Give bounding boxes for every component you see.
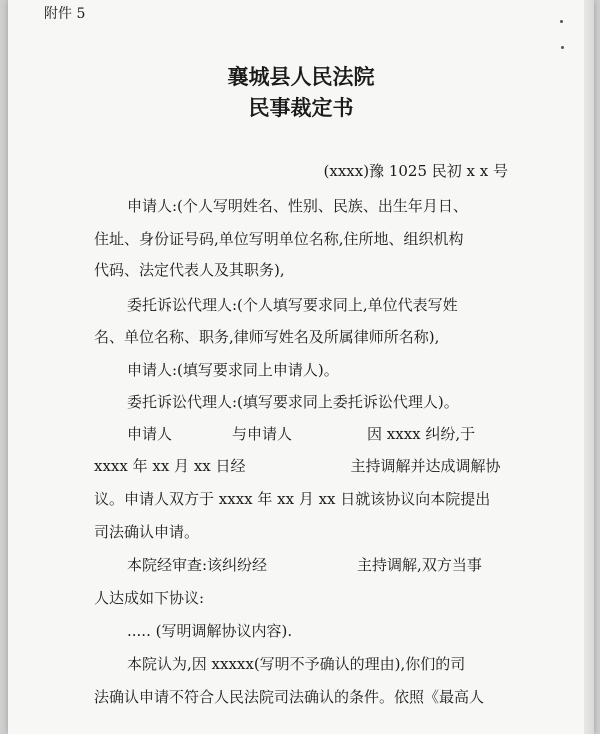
document-page [8,0,594,734]
body-line: 申请人:(个人写明姓名、性别、民族、出生年月日、 [127,197,468,215]
body-line: 代码、法定代表人及其职务), [94,261,285,279]
document-title: 民事裁定书 [248,95,354,120]
attachment-label: 附件 5 [44,6,86,22]
page-edge-shadow [584,0,594,734]
body-line: 本院经审查:该纠纷经 主持调解,双方当事 [127,556,482,574]
body-line: 委托诉讼代理人:(填写要求同上委托诉讼代理人)。 [127,393,459,411]
body-line: 议。申请人双方于 xxxx 年 xx 月 xx 日就该协议向本院提出 [94,490,491,508]
body-line: 委托诉讼代理人:(个人填写要求同上,单位代表写姓 [127,296,458,314]
body-line: 司法确认申请。 [94,523,200,541]
scan-mark [561,46,564,49]
body-line: 人达成如下协议: [94,589,205,607]
case-number: (xxxx)豫 1025 民初 x x 号 [323,162,508,180]
body-line: xxxx 年 xx 月 xx 日经 主持调解并达成调解协 [94,457,501,475]
court-name: 襄城县人民法院 [227,64,375,89]
body-line: 法确认申请不符合人民法院司法确认的条件。依照《最高人 [94,688,485,706]
body-line: ..... (写明调解协议内容). [127,622,293,640]
body-line: 名、单位名称、职务,律师写姓名及所属律师所名称), [94,328,440,346]
body-line: 本院认为,因 xxxxx(写明不予确认的理由),你们的司 [127,655,466,673]
body-line: 申请人 与申请人 因 xxxx 纠纷,于 [127,425,476,443]
scan-mark [560,20,563,23]
body-line: 住址、身份证号码,单位写明单位名称,住所地、组织机构 [94,230,464,248]
body-line: 申请人:(填写要求同上申请人)。 [127,361,339,379]
